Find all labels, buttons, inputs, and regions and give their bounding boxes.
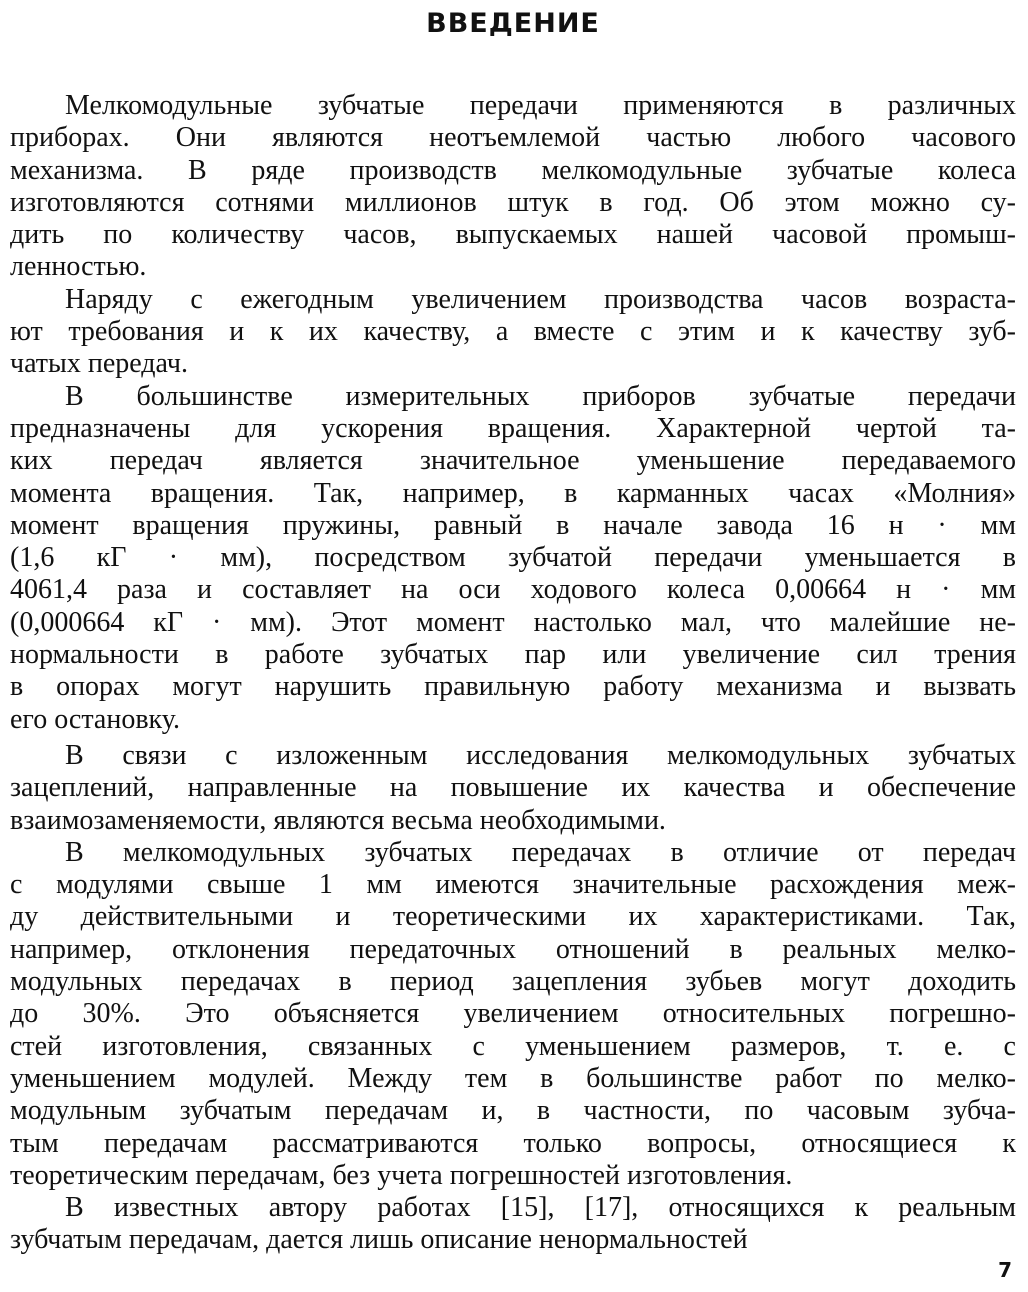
text-line: до 30%. Это объясняется увеличением относительных погрешно- xyxy=(10,998,1016,1030)
text-line: модульным зубчатым передачам и, в частности, по часовым зубча- xyxy=(10,1095,1016,1127)
text-line: Мелкомодульные зубчатые передачи применяются в различных xyxy=(65,90,1016,121)
paragraph xyxy=(10,90,1016,284)
text-line: изготовляются сотнями миллионов штук в год. Об этом можно су- xyxy=(10,186,1016,218)
text-line: модульных передачах в период зацепления зубьев могут доходить xyxy=(10,966,1016,998)
page-title: ВВЕДЕНИЕ xyxy=(426,8,600,39)
paragraph xyxy=(10,1192,1016,1257)
text-line: В мелкомодульных зубчатых передачах в отличие от передач xyxy=(65,836,1016,868)
text-line: 4061,4 раза и составляет на оси ходового колеса 0,00664 н · мм xyxy=(10,574,1016,606)
body-text xyxy=(10,90,1016,1257)
text-line: с модулями свыше 1 мм имеются значительные расхождения меж- xyxy=(10,869,1016,901)
text-line: В известных автору работах [15], [17], относящихся к реальным xyxy=(65,1192,1016,1224)
text-line: ленностью. xyxy=(10,251,147,283)
text-line: дить по количеству часов, выпускаемых нашей часовой промыш- xyxy=(10,219,1016,251)
paragraph xyxy=(10,284,1016,381)
text-line: нормальности в работе зубчатых пар или увеличение сил трения xyxy=(10,639,1016,671)
text-line: зацеплений, направленные на повышение их качества и обеспечение xyxy=(10,772,1016,804)
text-line: ду действительными и теоретическими их характеристиками. Так, xyxy=(10,901,1016,933)
text-line: уменьшением модулей. Между тем в большинстве работ по мелко- xyxy=(10,1062,1016,1094)
text-line: чатых передач. xyxy=(10,348,188,380)
text-line: В большинстве измерительных приборов зубчатые передачи xyxy=(65,380,1016,412)
text-line: теоретическим передачам, без учета погрешностей изготовления. xyxy=(10,1159,793,1191)
text-line: например, отклонения передаточных отношений в реальных мелко- xyxy=(10,933,1016,965)
document-page xyxy=(10,0,1016,1292)
paragraph xyxy=(10,381,1016,736)
text-line: в опорах могут нарушить правильную работу механизма и вызвать xyxy=(10,671,1016,703)
text-line: стей изготовления, связанных с уменьшением размеров, т. е. с xyxy=(10,1030,1016,1062)
text-line: момент вращения пружины, равный в начале завода 16 н · мм xyxy=(10,509,1016,541)
page-number: 7 xyxy=(998,1258,1012,1282)
text-line: зубчатым передачам, дается лишь описание ненормальностей xyxy=(10,1224,748,1256)
text-line: момента вращения. Так, например, в карманных часах «Молния» xyxy=(10,477,1016,509)
paragraph xyxy=(10,740,1016,837)
text-line: его остановку. xyxy=(10,703,180,735)
text-line: механизма. В ряде производств мелкомодульные зубчатые колеса xyxy=(10,154,1016,186)
text-line: (1,6 кГ · мм), посредством зубчатой передачи уменьшается в xyxy=(10,542,1016,574)
text-line: (0,000664 кГ · мм). Этот момент настолько мал, что малейшие не- xyxy=(10,606,1016,638)
text-line: предназначены для ускорения вращения. Характерной чертой та- xyxy=(10,412,1016,444)
text-line: В связи с изложенным исследования мелкомодульных зубчатых xyxy=(65,739,1016,771)
paragraph xyxy=(10,837,1016,1192)
text-line: приборах. Они являются неотъемлемой частью любого часового xyxy=(10,122,1016,154)
text-line: взаимозаменяемости, являются весьма необходимыми. xyxy=(10,804,666,836)
text-line: тым передачам рассматриваются только вопросы, относящиеся к xyxy=(10,1127,1016,1159)
text-line: ют требования и к их качеству, а вместе с этим и к качеству зуб- xyxy=(10,316,1016,348)
text-line: ких передач является значительное уменьшение передаваемого xyxy=(10,445,1016,477)
text-line: Наряду с ежегодным увеличением производства часов возраста- xyxy=(65,283,1016,315)
